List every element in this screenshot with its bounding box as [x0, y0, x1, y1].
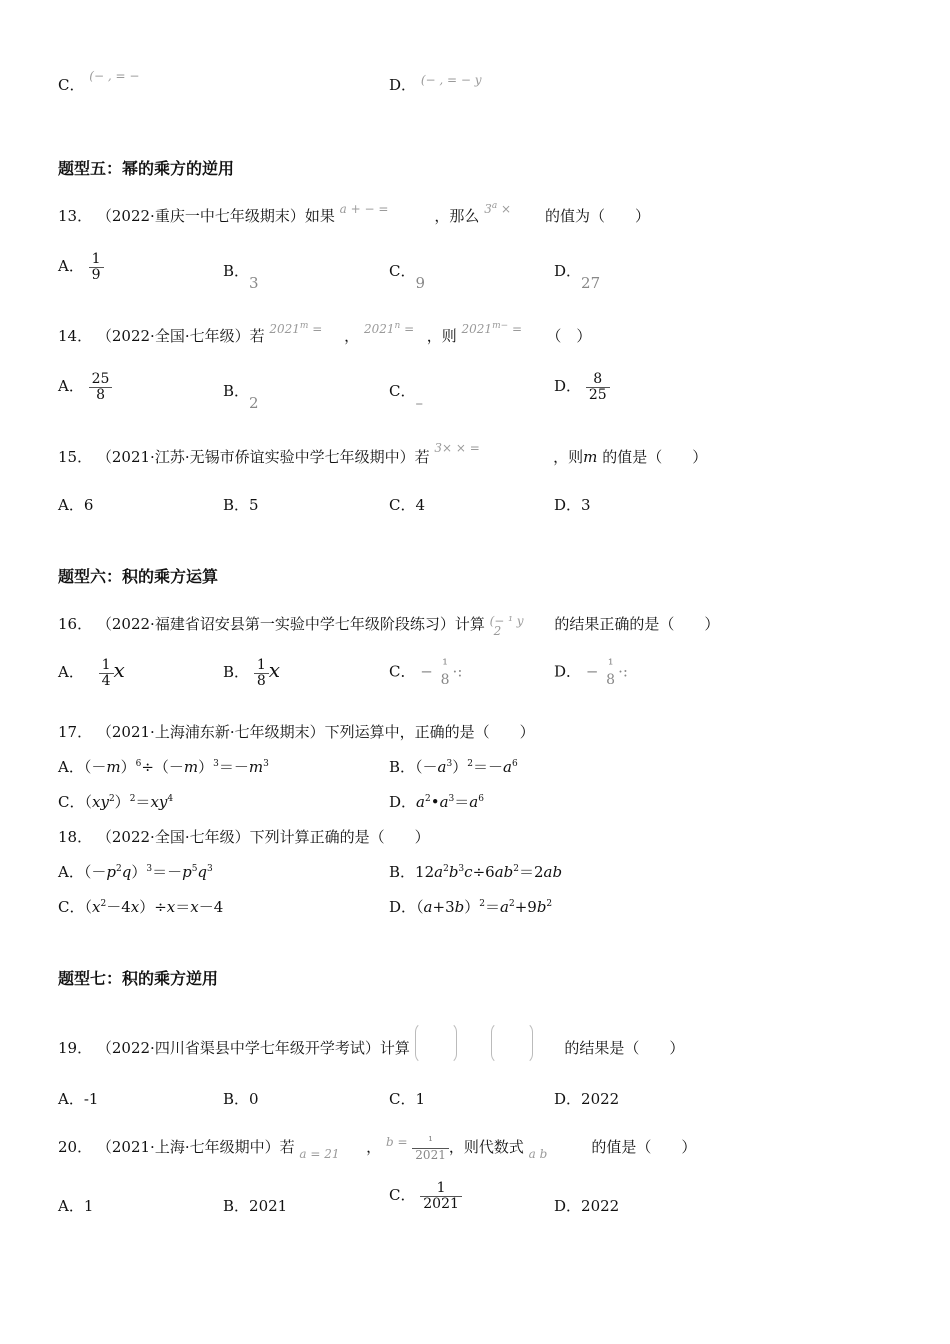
- top-option-c: [58, 69, 140, 95]
- variable: ·:: [452, 662, 463, 681]
- option-13-d: [554, 262, 601, 292]
- question-source: （2022·四川省渠县中学七年级开学考试）计算: [96, 1039, 410, 1057]
- option-label: D．: [554, 377, 582, 396]
- option-14-b: [223, 382, 259, 412]
- option-15-b: [223, 494, 259, 515]
- option-label: C．: [389, 262, 416, 280]
- option-13-c: [389, 262, 426, 292]
- question-number: 18．: [58, 828, 93, 846]
- question-text: ，: [366, 1138, 382, 1157]
- option-label: B．: [223, 496, 250, 514]
- question-number: 19．: [58, 1039, 93, 1057]
- option-label: D．: [389, 76, 417, 94]
- question-text: 的值是（ ）: [602, 448, 708, 466]
- paren-group: [491, 1022, 533, 1064]
- option-15-c: [389, 494, 425, 515]
- section-title-5: 题型五：幂的乘方的逆用: [58, 159, 235, 178]
- question-17: [58, 721, 535, 742]
- option-20-b: [223, 1195, 287, 1216]
- option-value: 27: [581, 274, 601, 292]
- option-label: D．: [389, 898, 417, 916]
- option-14-c: [389, 382, 423, 412]
- fraction: $\frac{1}{8}$: [254, 658, 269, 688]
- option-19-b: [223, 1088, 259, 1109]
- expression: a b: [528, 1147, 548, 1162]
- question-text: ，: [344, 327, 360, 345]
- expression: a + − =: [339, 202, 389, 216]
- fraction: $\frac{1}{9}$: [89, 252, 104, 282]
- option-15-d: [554, 494, 591, 515]
- option-expr: (− , = −: [89, 69, 140, 83]
- option-value: 4: [415, 496, 426, 514]
- expression: a = 21: [299, 1147, 340, 1162]
- option-label: C．: [389, 1090, 416, 1108]
- fraction: $\frac{1}{2021}$: [420, 1181, 462, 1211]
- option-14-a: [58, 372, 112, 402]
- option-18-d: [389, 896, 552, 917]
- option-20-c: [389, 1181, 462, 1211]
- question-number: 14．: [58, 327, 93, 345]
- question-text: 的值是（ ）: [591, 1138, 697, 1157]
- question-20: [58, 1135, 696, 1161]
- option-label: D．: [554, 496, 582, 514]
- option-label: B．: [223, 663, 250, 682]
- expression: $2021^n$ =: [363, 321, 415, 336]
- option-value: 2022: [581, 1197, 620, 1215]
- option-label: A．: [58, 863, 84, 881]
- option-13-b: [223, 262, 259, 292]
- question-source: （2022·全国·七年级）下列计算正确的是（ ）: [96, 828, 430, 846]
- option-value: 5: [249, 496, 259, 514]
- option-17-a: [58, 756, 269, 777]
- question-text: ，那么: [434, 207, 480, 225]
- expression: (− ¹ y2: [489, 614, 524, 638]
- option-18-c: [58, 896, 223, 917]
- option-value: $(-m)^6\div(-m)^3=-m^3$: [83, 758, 269, 776]
- question-text: 的结果正确的是（ ）: [554, 615, 720, 633]
- fraction: $\frac{8}{25}$: [586, 372, 610, 402]
- variable: ·:: [618, 662, 628, 681]
- question-source: （2022·重庆一中七年级期末）如果: [96, 207, 335, 225]
- expression: [415, 1022, 560, 1064]
- fraction: $\frac{\text{¹}}{2021}$: [412, 1135, 449, 1161]
- option-value: 2: [249, 394, 259, 412]
- question-text: ，则: [553, 448, 584, 466]
- option-label: A．: [58, 257, 84, 276]
- option-16-a: [58, 658, 125, 688]
- option-label: C．: [389, 662, 416, 681]
- option-label: B．: [389, 758, 416, 776]
- option-value: 3: [249, 274, 259, 292]
- question-number: 20．: [58, 1138, 93, 1157]
- option-value: -1: [83, 1090, 99, 1108]
- option-label: C．: [389, 382, 416, 400]
- option-value: 3: [581, 496, 591, 514]
- section-title-7: 题型七：积的乘方逆用: [58, 969, 219, 988]
- option-value: $(-p^2q)^3=-p^5q^3$: [83, 863, 213, 881]
- option-label: C．: [389, 1186, 416, 1205]
- question-number: 13．: [58, 207, 93, 225]
- question-19: [58, 1028, 684, 1070]
- question-source: （2022·全国·七年级）若: [96, 327, 265, 345]
- option-17-c: [58, 791, 173, 812]
- option-label: D．: [554, 1197, 582, 1215]
- question-18: [58, 826, 430, 847]
- question-source: （2021·江苏·无锡市侨谊实验中学七年级期中）若: [96, 448, 430, 466]
- option-19-a: [58, 1088, 98, 1109]
- question-source: （2021·上海浦东新·七年级期末）下列运算中，正确的是（ ）: [96, 723, 535, 741]
- option-value: 0: [249, 1090, 259, 1108]
- expression: $3^a$ ×: [484, 201, 512, 216]
- expression: $2021^m$ =: [269, 321, 323, 336]
- fraction: $\frac{25}{8}$: [89, 372, 113, 402]
- fraction: $\frac{1}{4}$: [99, 658, 114, 688]
- question-text: 的结果是（ ）: [564, 1039, 685, 1057]
- question-14: [58, 321, 592, 346]
- option-value: 1: [83, 1197, 94, 1215]
- option-label: A．: [58, 663, 84, 682]
- option-20-a: [58, 1195, 93, 1216]
- option-17-b: [389, 756, 518, 777]
- option-label: A．: [58, 758, 84, 776]
- expression: b =: [385, 1135, 408, 1150]
- variable: x: [268, 658, 281, 683]
- option-value: 6: [83, 496, 94, 514]
- question-text: ，则代数式: [448, 1138, 524, 1157]
- option-18-b: [389, 861, 562, 882]
- option-value: 9: [415, 274, 426, 292]
- option-label: C．: [58, 793, 85, 811]
- option-value: $(-a^3)^2=-a^6$: [415, 758, 518, 776]
- option-label: D．: [554, 1090, 582, 1108]
- option-label: A．: [58, 1197, 84, 1215]
- variable: m: [583, 448, 598, 466]
- option-label: B．: [223, 382, 250, 400]
- option-value: $(xy^2)^2=xy^4$: [84, 793, 174, 811]
- option-label: C．: [58, 898, 85, 916]
- option-label: B．: [389, 863, 416, 881]
- sign: −: [585, 662, 599, 681]
- fraction: ¹ 8: [440, 657, 450, 688]
- option-label: D．: [554, 662, 582, 681]
- option-value: $12a^2b^3c\div 6ab^2=2ab$: [415, 863, 563, 881]
- option-label: C．: [389, 496, 416, 514]
- option-15-a: [58, 494, 93, 515]
- option-label: A．: [58, 1090, 84, 1108]
- option-value: 2021: [249, 1197, 288, 1215]
- question-source: （2021·上海·七年级期中）若: [96, 1138, 295, 1157]
- option-label: B．: [223, 262, 250, 280]
- option-20-d: [554, 1195, 619, 1216]
- sign: −: [420, 662, 433, 681]
- fraction: ¹ 8: [606, 657, 616, 688]
- option-value: –: [415, 394, 423, 412]
- option-expr: (− , = − y: [420, 73, 482, 87]
- option-14-d: [554, 372, 610, 402]
- expression: 3× × =: [434, 441, 480, 455]
- question-13: [58, 201, 650, 226]
- question-source: （2022·福建省诏安县第一实验中学七年级阶段练习）计算: [96, 615, 485, 633]
- option-value: $(a+3b)^2=a^2+9b^2$: [416, 898, 553, 916]
- question-text: ，则: [426, 327, 457, 345]
- section-title-6: 题型六：积的乘方运算: [58, 567, 219, 586]
- option-16-b: [223, 658, 280, 688]
- question-text: 的值为（ ）: [544, 207, 650, 225]
- top-option-d: [389, 74, 482, 95]
- option-label: D．: [554, 262, 582, 280]
- question-15: [58, 441, 708, 467]
- option-label: B．: [223, 1090, 250, 1108]
- question-number: 17．: [58, 723, 93, 741]
- option-17-d: [389, 791, 484, 812]
- option-value: 2022: [581, 1090, 620, 1108]
- option-value: 1: [415, 1090, 426, 1108]
- variable: x: [113, 658, 125, 683]
- question-text: （ ）: [546, 327, 592, 345]
- option-16-c: [389, 658, 462, 687]
- option-label: C．: [58, 76, 85, 94]
- expression: $2021^{m-}$ =: [461, 321, 523, 336]
- question-number: 15．: [58, 448, 93, 466]
- question-number: 16．: [58, 615, 93, 633]
- paren-group: [415, 1022, 457, 1064]
- option-value: $a^2•a^3=a^6$: [416, 793, 484, 811]
- option-19-d: [554, 1088, 619, 1109]
- option-label: B．: [223, 1197, 250, 1215]
- question-16: [58, 613, 720, 638]
- option-16-d: [554, 658, 628, 687]
- option-label: D．: [389, 793, 417, 811]
- option-label: A．: [58, 496, 84, 514]
- option-13-a: [58, 252, 104, 282]
- option-18-a: [58, 861, 213, 882]
- option-label: A．: [58, 377, 84, 396]
- option-value: $(x^2-4x)\div x=x-4$: [84, 898, 224, 916]
- option-19-c: [389, 1088, 425, 1109]
